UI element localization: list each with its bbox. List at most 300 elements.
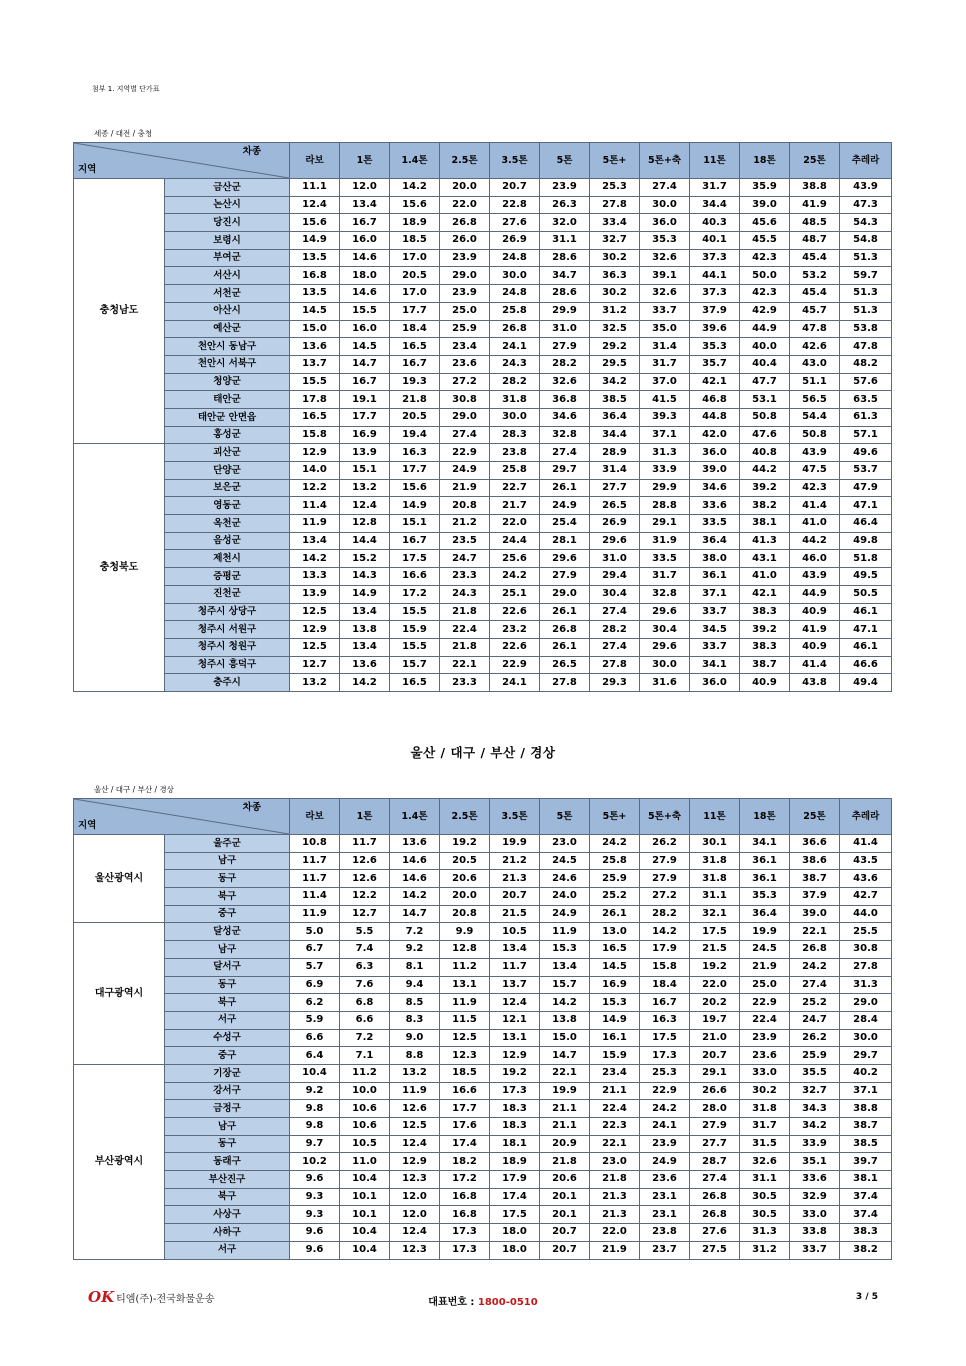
rate-cell: 16.5 xyxy=(290,408,340,426)
rate-cell: 50.0 xyxy=(740,267,790,285)
rate-cell: 27.4 xyxy=(590,603,640,621)
table-row xyxy=(74,1171,892,1189)
subregion-name: 논산시 xyxy=(165,196,290,214)
rate-cell: 17.5 xyxy=(390,550,440,568)
rate-cell: 16.8 xyxy=(290,267,340,285)
rate-cell: 25.1 xyxy=(490,585,540,603)
rate-cell: 37.1 xyxy=(690,585,740,603)
subregion-name: 증평군 xyxy=(165,568,290,586)
rate-cell: 18.4 xyxy=(390,320,440,338)
rate-cell: 29.3 xyxy=(590,674,640,692)
rate-cell: 35.5 xyxy=(790,1064,840,1082)
table-row xyxy=(74,462,892,480)
subregion-name: 천안시 동남구 xyxy=(165,338,290,356)
rate-cell: 34.4 xyxy=(690,196,740,214)
rate-cell: 32.9 xyxy=(790,1188,840,1206)
rate-cell: 31.7 xyxy=(740,1118,790,1136)
rate-cell: 46.0 xyxy=(790,550,840,568)
rate-cell: 49.5 xyxy=(840,568,892,586)
rate-cell: 9.9 xyxy=(440,923,490,941)
rate-cell: 6.6 xyxy=(290,1029,340,1047)
rate-cell: 35.9 xyxy=(740,179,790,197)
rate-cell: 38.1 xyxy=(840,1171,892,1189)
rate-cell: 30.5 xyxy=(740,1206,790,1224)
rate-cell: 50.8 xyxy=(740,408,790,426)
rate-cell: 41.0 xyxy=(740,568,790,586)
table-row xyxy=(74,1241,892,1259)
rate-cell: 15.0 xyxy=(290,320,340,338)
rate-cell: 42.1 xyxy=(690,373,740,391)
rate-cell: 31.7 xyxy=(640,355,690,373)
rate-cell: 12.5 xyxy=(290,638,340,656)
rate-cell: 32.6 xyxy=(640,249,690,267)
rate-cell: 11.0 xyxy=(340,1153,390,1171)
rate-cell: 12.6 xyxy=(340,852,390,870)
rate-cell: 35.7 xyxy=(690,355,740,373)
table-row xyxy=(74,852,892,870)
rate-cell: 39.3 xyxy=(640,408,690,426)
rate-cell: 48.5 xyxy=(790,214,840,232)
rate-cell: 27.7 xyxy=(690,1135,740,1153)
rate-cell: 9.2 xyxy=(390,941,440,959)
rate-cell: 16.3 xyxy=(390,444,440,462)
rate-cell: 17.3 xyxy=(440,1241,490,1259)
table-row xyxy=(74,1011,892,1029)
rate-cell: 19.1 xyxy=(340,391,390,409)
table-row xyxy=(74,408,892,426)
rate-cell: 53.1 xyxy=(740,391,790,409)
rate-cell: 24.9 xyxy=(540,497,590,515)
table-row xyxy=(74,888,892,906)
rate-cell: 32.8 xyxy=(640,585,690,603)
rate-cell: 41.9 xyxy=(790,621,840,639)
rate-cell: 28.7 xyxy=(690,1153,740,1171)
rate-cell: 38.5 xyxy=(590,391,640,409)
phone-number: 1800-0510 xyxy=(477,1297,538,1308)
rate-cell: 19.9 xyxy=(490,835,540,853)
rate-cell: 37.9 xyxy=(690,302,740,320)
rate-cell: 19.9 xyxy=(740,923,790,941)
rate-cell: 45.4 xyxy=(790,285,840,303)
rate-cell: 22.1 xyxy=(440,656,490,674)
subregion-name: 동래구 xyxy=(165,1153,290,1171)
rate-cell: 16.7 xyxy=(390,532,440,550)
rate-cell: 19.3 xyxy=(390,373,440,391)
rate-cell: 28.2 xyxy=(540,355,590,373)
region-name: 대구광역시 xyxy=(74,923,165,1065)
rate-cell: 42.3 xyxy=(740,285,790,303)
rate-cell: 44.2 xyxy=(790,532,840,550)
rate-cell: 9.8 xyxy=(290,1100,340,1118)
rate-cell: 13.9 xyxy=(340,444,390,462)
rate-cell: 26.5 xyxy=(590,497,640,515)
rate-cell: 27.8 xyxy=(840,958,892,976)
rate-cell: 20.9 xyxy=(540,1135,590,1153)
rate-cell: 11.7 xyxy=(490,958,540,976)
column-header: 5톤 xyxy=(540,143,590,179)
rate-cell: 12.4 xyxy=(390,1224,440,1242)
rate-cell: 17.2 xyxy=(390,585,440,603)
rate-cell: 17.0 xyxy=(390,285,440,303)
rate-cell: 35.1 xyxy=(790,1153,840,1171)
rate-cell: 33.6 xyxy=(790,1171,840,1189)
rate-cell: 43.1 xyxy=(740,550,790,568)
rate-cell: 13.6 xyxy=(390,835,440,853)
rate-cell: 21.0 xyxy=(690,1029,740,1047)
table-row xyxy=(74,391,892,409)
rate-cell: 29.6 xyxy=(640,603,690,621)
rate-cell: 12.7 xyxy=(340,905,390,923)
column-header: 1.4톤 xyxy=(390,143,440,179)
rate-cell: 21.3 xyxy=(590,1206,640,1224)
table-row xyxy=(74,585,892,603)
rate-cell: 33.7 xyxy=(690,638,740,656)
rate-cell: 29.0 xyxy=(540,585,590,603)
rate-cell: 12.6 xyxy=(340,870,390,888)
rate-cell: 30.0 xyxy=(640,196,690,214)
rate-cell: 29.9 xyxy=(640,479,690,497)
rate-cell: 24.1 xyxy=(490,674,540,692)
rate-cell: 51.1 xyxy=(790,373,840,391)
rate-cell: 47.6 xyxy=(740,426,790,444)
column-header: 3.5톤 xyxy=(490,799,540,835)
rate-cell: 36.1 xyxy=(740,870,790,888)
rate-cell: 13.1 xyxy=(490,1029,540,1047)
rate-cell: 29.9 xyxy=(540,302,590,320)
rate-cell: 11.9 xyxy=(390,1082,440,1100)
table-row xyxy=(74,835,892,853)
rate-cell: 26.8 xyxy=(440,214,490,232)
rate-cell: 12.2 xyxy=(290,479,340,497)
header-region-label: 지역 xyxy=(78,163,97,175)
rate-cell: 18.9 xyxy=(390,214,440,232)
rate-cell: 11.2 xyxy=(340,1064,390,1082)
rate-cell: 31.7 xyxy=(690,179,740,197)
rate-cell: 33.9 xyxy=(790,1135,840,1153)
rate-cell: 20.7 xyxy=(540,1224,590,1242)
rate-cell: 6.3 xyxy=(340,958,390,976)
rate-cell: 22.8 xyxy=(490,196,540,214)
rate-cell: 12.5 xyxy=(390,1118,440,1136)
rate-cell: 25.8 xyxy=(490,302,540,320)
rate-cell: 26.9 xyxy=(590,515,640,533)
rate-cell: 22.9 xyxy=(640,1082,690,1100)
rate-cell: 39.1 xyxy=(640,267,690,285)
subregion-name: 청주시 흥덕구 xyxy=(165,656,290,674)
rate-cell: 18.0 xyxy=(490,1241,540,1259)
rate-cell: 19.9 xyxy=(540,1082,590,1100)
rate-cell: 12.3 xyxy=(390,1171,440,1189)
header-corner xyxy=(74,799,290,835)
rate-cell: 9.8 xyxy=(290,1118,340,1136)
rate-cell: 43.0 xyxy=(790,355,840,373)
rate-cell: 28.2 xyxy=(490,373,540,391)
rate-cell: 42.0 xyxy=(690,426,740,444)
rate-cell: 30.1 xyxy=(690,835,740,853)
rate-cell: 21.3 xyxy=(590,1188,640,1206)
rate-cell: 32.1 xyxy=(690,905,740,923)
rate-cell: 17.5 xyxy=(690,923,740,941)
subregion-name: 태안군 xyxy=(165,391,290,409)
subregion-name: 동구 xyxy=(165,870,290,888)
rate-cell: 31.3 xyxy=(840,976,892,994)
rate-cell: 6.8 xyxy=(340,994,390,1012)
rate-cell: 39.2 xyxy=(740,621,790,639)
rate-cell: 16.5 xyxy=(590,941,640,959)
rate-cell: 15.7 xyxy=(540,976,590,994)
table-row xyxy=(74,1153,892,1171)
table-row xyxy=(74,1188,892,1206)
column-header: 5톤 xyxy=(540,799,590,835)
subregion-name: 태안군 안면읍 xyxy=(165,408,290,426)
rate-cell: 15.8 xyxy=(640,958,690,976)
region-name: 충청남도 xyxy=(74,179,165,444)
column-header: 25톤 xyxy=(790,143,840,179)
rate-cell: 15.6 xyxy=(390,479,440,497)
rate-cell: 25.9 xyxy=(440,320,490,338)
rate-cell: 40.0 xyxy=(740,338,790,356)
rate-cell: 42.3 xyxy=(740,249,790,267)
rate-cell: 7.2 xyxy=(390,923,440,941)
rate-cell: 24.0 xyxy=(540,888,590,906)
rate-cell: 6.9 xyxy=(290,976,340,994)
rate-cell: 16.7 xyxy=(640,994,690,1012)
rate-cell: 20.7 xyxy=(490,888,540,906)
column-header: 1톤 xyxy=(340,143,390,179)
rate-table-gyeongsang xyxy=(73,798,892,1260)
rate-cell: 25.8 xyxy=(590,852,640,870)
rate-cell: 30.5 xyxy=(740,1188,790,1206)
rate-cell: 26.9 xyxy=(490,232,540,250)
table-row xyxy=(74,320,892,338)
rate-cell: 9.4 xyxy=(390,976,440,994)
rate-cell: 23.9 xyxy=(440,285,490,303)
table-row xyxy=(74,444,892,462)
rate-cell: 22.4 xyxy=(740,1011,790,1029)
rate-cell: 11.9 xyxy=(290,905,340,923)
rate-cell: 43.9 xyxy=(840,179,892,197)
rate-cell: 31.1 xyxy=(690,888,740,906)
subregion-name: 울주군 xyxy=(165,835,290,853)
rate-cell: 24.5 xyxy=(740,941,790,959)
rate-cell: 14.9 xyxy=(390,497,440,515)
phone-label: 대표번호 : xyxy=(428,1297,478,1308)
subregion-name: 금산군 xyxy=(165,179,290,197)
rate-cell: 27.9 xyxy=(540,338,590,356)
section2-label: 울산 / 대구 / 부산 / 경상 xyxy=(94,785,174,794)
rate-cell: 14.5 xyxy=(590,958,640,976)
rate-cell: 20.1 xyxy=(540,1188,590,1206)
rate-cell: 36.8 xyxy=(540,391,590,409)
rate-cell: 26.8 xyxy=(490,320,540,338)
table-row xyxy=(74,621,892,639)
rate-cell: 13.9 xyxy=(290,585,340,603)
table-row xyxy=(74,656,892,674)
rate-cell: 16.5 xyxy=(390,674,440,692)
rate-cell: 29.5 xyxy=(590,355,640,373)
rate-cell: 40.9 xyxy=(790,638,840,656)
rate-cell: 45.7 xyxy=(790,302,840,320)
rate-cell: 22.0 xyxy=(440,196,490,214)
rate-cell: 40.9 xyxy=(790,603,840,621)
rate-cell: 14.2 xyxy=(340,674,390,692)
rate-cell: 38.0 xyxy=(690,550,740,568)
rate-cell: 36.4 xyxy=(740,905,790,923)
rate-cell: 20.5 xyxy=(440,852,490,870)
subregion-name: 중구 xyxy=(165,1047,290,1065)
rate-cell: 29.6 xyxy=(540,550,590,568)
rate-cell: 12.0 xyxy=(340,179,390,197)
rate-cell: 48.2 xyxy=(840,355,892,373)
subregion-name: 금정구 xyxy=(165,1100,290,1118)
rate-cell: 29.7 xyxy=(840,1047,892,1065)
rate-cell: 14.7 xyxy=(540,1047,590,1065)
rate-cell: 10.5 xyxy=(490,923,540,941)
rate-cell: 10.1 xyxy=(340,1206,390,1224)
rate-cell: 12.9 xyxy=(290,444,340,462)
rate-cell: 16.8 xyxy=(440,1206,490,1224)
subregion-name: 중구 xyxy=(165,905,290,923)
table-row xyxy=(74,1047,892,1065)
rate-cell: 51.3 xyxy=(840,249,892,267)
table-row xyxy=(74,958,892,976)
rate-cell: 10.5 xyxy=(340,1135,390,1153)
rate-cell: 9.6 xyxy=(290,1171,340,1189)
rate-cell: 38.7 xyxy=(740,656,790,674)
rate-cell: 30.0 xyxy=(490,408,540,426)
rate-cell: 20.6 xyxy=(440,870,490,888)
rate-cell: 34.2 xyxy=(590,373,640,391)
subregion-name: 예산군 xyxy=(165,320,290,338)
rate-cell: 12.8 xyxy=(440,941,490,959)
rate-cell: 28.1 xyxy=(540,532,590,550)
rate-cell: 42.6 xyxy=(790,338,840,356)
rate-cell: 31.2 xyxy=(740,1241,790,1259)
table-row xyxy=(74,338,892,356)
rate-cell: 25.4 xyxy=(540,515,590,533)
rate-cell: 28.9 xyxy=(590,444,640,462)
rate-cell: 21.5 xyxy=(490,905,540,923)
rate-cell: 21.8 xyxy=(590,1171,640,1189)
rate-cell: 25.3 xyxy=(640,1064,690,1082)
rate-cell: 36.0 xyxy=(690,444,740,462)
rate-cell: 12.3 xyxy=(390,1241,440,1259)
rate-cell: 22.3 xyxy=(590,1118,640,1136)
rate-cell: 16.9 xyxy=(590,976,640,994)
rate-cell: 13.8 xyxy=(340,621,390,639)
rate-cell: 6.2 xyxy=(290,994,340,1012)
rate-cell: 40.3 xyxy=(690,214,740,232)
rate-cell: 51.3 xyxy=(840,285,892,303)
rate-cell: 23.1 xyxy=(640,1206,690,1224)
rate-cell: 34.3 xyxy=(790,1100,840,1118)
header-corner xyxy=(74,143,290,179)
rate-cell: 61.3 xyxy=(840,408,892,426)
rate-cell: 9.6 xyxy=(290,1224,340,1242)
table-row xyxy=(74,1206,892,1224)
rate-cell: 10.6 xyxy=(340,1118,390,1136)
rate-cell: 12.5 xyxy=(440,1029,490,1047)
rate-cell: 14.5 xyxy=(290,302,340,320)
rate-cell: 15.5 xyxy=(290,373,340,391)
rate-cell: 18.9 xyxy=(490,1153,540,1171)
rate-cell: 26.0 xyxy=(440,232,490,250)
rate-cell: 5.9 xyxy=(290,1011,340,1029)
rate-cell: 38.8 xyxy=(790,179,840,197)
rate-cell: 12.1 xyxy=(490,1011,540,1029)
rate-cell: 24.9 xyxy=(540,905,590,923)
rate-cell: 18.3 xyxy=(490,1100,540,1118)
rate-cell: 34.6 xyxy=(540,408,590,426)
rate-cell: 44.9 xyxy=(790,585,840,603)
rate-cell: 15.3 xyxy=(590,994,640,1012)
rate-cell: 29.4 xyxy=(590,568,640,586)
header-vehicle-label: 차종 xyxy=(242,802,261,813)
rate-cell: 33.7 xyxy=(640,302,690,320)
rate-cell: 38.1 xyxy=(740,515,790,533)
rate-cell: 37.9 xyxy=(790,888,840,906)
rate-cell: 24.8 xyxy=(490,285,540,303)
rate-cell: 47.1 xyxy=(840,497,892,515)
rate-cell: 24.1 xyxy=(490,338,540,356)
rate-cell: 32.7 xyxy=(590,232,640,250)
rate-cell: 29.0 xyxy=(440,267,490,285)
rate-cell: 18.3 xyxy=(490,1118,540,1136)
table-row xyxy=(74,1064,892,1082)
column-header: 11톤 xyxy=(690,143,740,179)
rate-cell: 32.6 xyxy=(740,1153,790,1171)
rate-cell: 13.3 xyxy=(290,568,340,586)
subregion-name: 부여군 xyxy=(165,249,290,267)
rate-cell: 19.2 xyxy=(440,835,490,853)
table-row xyxy=(74,426,892,444)
section2-title: 울산 / 대구 / 부산 / 경상 xyxy=(410,745,556,760)
rate-cell: 31.0 xyxy=(540,320,590,338)
column-header: 3.5톤 xyxy=(490,143,540,179)
rate-cell: 32.0 xyxy=(540,214,590,232)
subregion-name: 청주시 서원구 xyxy=(165,621,290,639)
column-header: 추레라 xyxy=(840,799,892,835)
rate-cell: 23.0 xyxy=(540,835,590,853)
table-row xyxy=(74,976,892,994)
rate-cell: 10.4 xyxy=(340,1171,390,1189)
rate-cell: 21.8 xyxy=(390,391,440,409)
rate-cell: 11.1 xyxy=(290,179,340,197)
rate-cell: 23.8 xyxy=(640,1224,690,1242)
rate-cell: 35.3 xyxy=(740,888,790,906)
rate-cell: 28.4 xyxy=(840,1011,892,1029)
rate-cell: 41.0 xyxy=(790,515,840,533)
rate-cell: 12.9 xyxy=(290,621,340,639)
rate-cell: 31.8 xyxy=(740,1100,790,1118)
rate-cell: 22.9 xyxy=(440,444,490,462)
rate-cell: 11.9 xyxy=(540,923,590,941)
rate-cell: 47.5 xyxy=(790,462,840,480)
rate-cell: 16.8 xyxy=(440,1188,490,1206)
rate-cell: 10.8 xyxy=(290,835,340,853)
rate-cell: 15.5 xyxy=(390,638,440,656)
rate-cell: 11.4 xyxy=(290,888,340,906)
rate-cell: 11.7 xyxy=(290,852,340,870)
rate-cell: 14.6 xyxy=(390,852,440,870)
rate-cell: 8.5 xyxy=(390,994,440,1012)
rate-cell: 21.8 xyxy=(540,1153,590,1171)
rate-cell: 26.8 xyxy=(540,621,590,639)
rate-cell: 31.7 xyxy=(640,568,690,586)
rate-cell: 31.4 xyxy=(640,338,690,356)
rate-cell: 44.1 xyxy=(690,267,740,285)
rate-cell: 10.6 xyxy=(340,1100,390,1118)
